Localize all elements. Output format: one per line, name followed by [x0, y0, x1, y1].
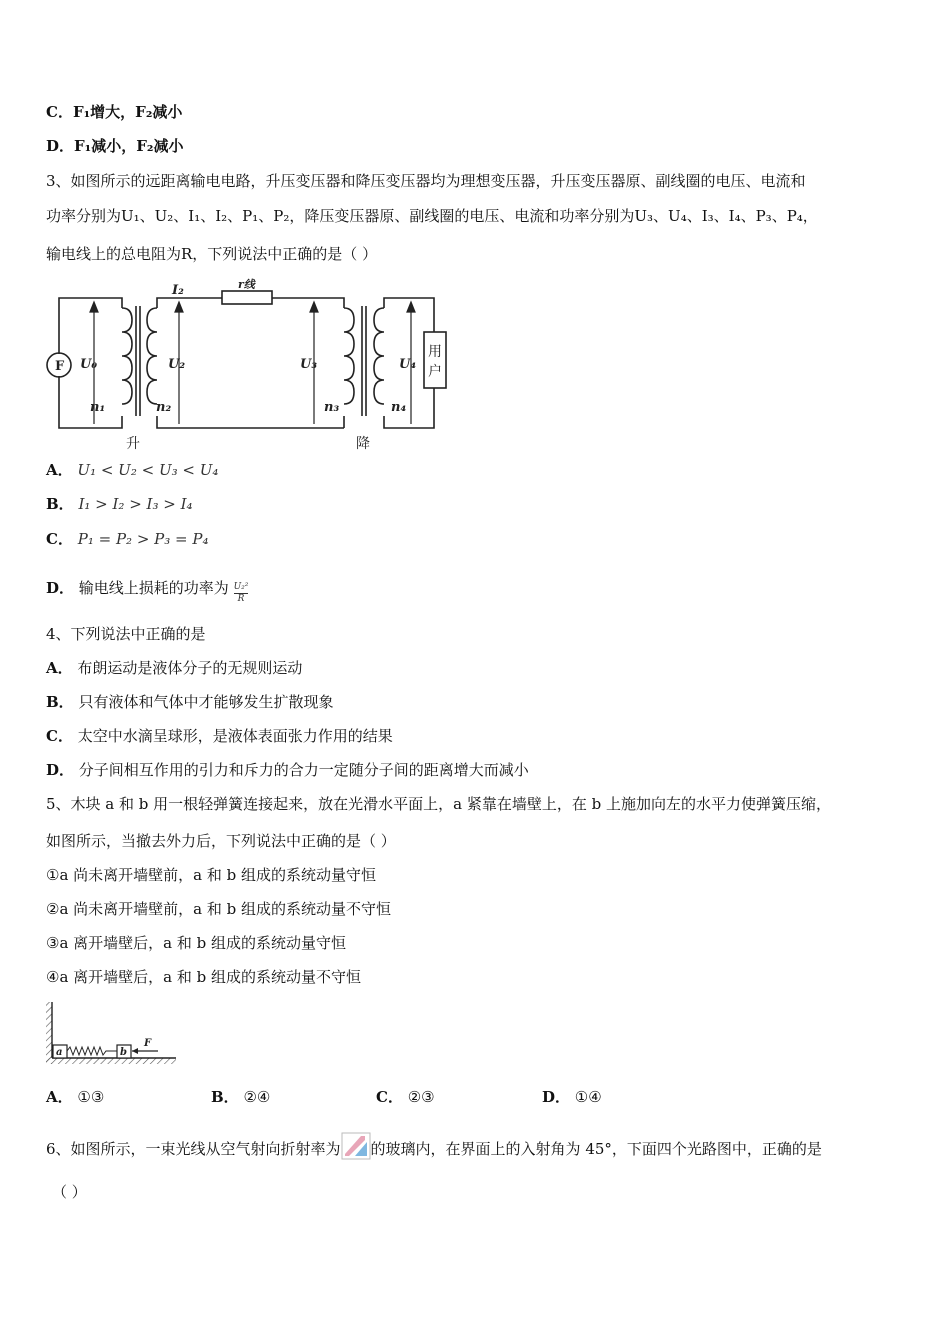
force-F-label: F — [144, 1038, 152, 1049]
label-r-line: r线 — [238, 278, 255, 291]
power-loss-fraction: $\frac{\text{U₂²}}{R}$ — [233, 582, 249, 604]
q5-option-b: B． ②④ — [211, 1088, 271, 1106]
label-n3: n₃ — [324, 400, 340, 415]
q4-option-d: D． 分子间相互作用的引力和斥力的合力一定随分子间的距离增大而减小 — [46, 761, 529, 779]
q3-stem-line2: 功率分别为U₁、U₂、I₁、I₂、P₁、P₂，降压变压器原、副线圈的电压、电流和功率分别为U₃、U₄、I₃、I₄、P₃、P₄， — [46, 207, 818, 225]
label-U2: U₂ — [168, 357, 186, 372]
q4-option-c: C． 太空中水滴呈球形，是液体表面张力作用的结果 — [46, 727, 393, 745]
block-b-label: b — [120, 1047, 127, 1058]
q2-option-d: D．F₁减小，F₂减小 — [46, 137, 184, 155]
label-step-up: 升 — [126, 436, 140, 452]
generator-label: F — [55, 359, 65, 374]
q3-stem-line1: 3、如图所示的远距离输电电路，升压变压器和降压变压器均为理想变压器，升压变压器原、副线圈的电压、电流和 — [46, 172, 806, 190]
label-U0: U₀ — [80, 357, 98, 372]
q3-option-c: C． P₁ = P₂ > P₃ = P₄ — [46, 530, 209, 548]
q6-stem-line2: （ ） — [52, 1183, 87, 1201]
q3-option-d: D． 输电线上损耗的功率为 $\frac{\text{U₂²}}{R}$ — [46, 579, 249, 604]
label-U4: U₄ — [399, 357, 417, 372]
block-a-label: a — [56, 1047, 63, 1058]
q5-option-d: D． ①④ — [542, 1088, 602, 1106]
q5-statement-3: ③a 离开墙壁后，a 和 b 组成的系统动量守恒 — [46, 934, 347, 952]
label-I2: I₂ — [172, 283, 184, 298]
q5-statement-1: ①a 尚未离开墙壁前，a 和 b 组成的系统动量守恒 — [46, 866, 377, 884]
label-user-2: 户 — [428, 364, 442, 380]
q4-stem: 4、下列说法中正确的是 — [46, 625, 206, 643]
q5-statement-4: ④a 离开墙壁后，a 和 b 组成的系统动量不守恒 — [46, 968, 362, 986]
label-U3: U₃ — [300, 357, 318, 372]
label-user-1: 用 — [428, 344, 442, 360]
q5-stem-line2: 如图所示，当撤去外力后，下列说法中正确的是（ ） — [46, 832, 396, 850]
q4-option-a: A． 布朗运动是液体分子的无规则运动 — [46, 659, 303, 677]
q2-option-c: C．F₁增大，F₂减小 — [46, 103, 183, 121]
q5-option-c: C． ②③ — [376, 1088, 435, 1106]
q6-stem-line1: 6、如图所示，一束光线从空气射向折射率为 的玻璃内，在界面上的入射角为 45°，下面四个光路图中，正确的是 — [46, 1132, 822, 1159]
q5-statement-2: ②a 尚未离开墙壁前，a 和 b 组成的系统动量不守恒 — [46, 900, 392, 918]
transmission-circuit-figure — [44, 276, 454, 454]
broken-image-icon — [341, 1132, 371, 1158]
label-step-down: 降 — [356, 436, 370, 452]
spring-blocks-figure — [44, 1000, 180, 1068]
label-n2: n₂ — [156, 400, 172, 415]
q4-option-b: B． 只有液体和气体中才能够发生扩散现象 — [46, 693, 334, 711]
q5-stem-line1: 5、木块 a 和 b 用一根轻弹簧连接起来，放在光滑水平面上，a 紧靠在墙壁上，在 b 上施加向左的水平力使弹簧压缩， — [46, 795, 832, 813]
q5-option-a: A． ①③ — [46, 1088, 105, 1106]
q3-option-b: B． I₁ > I₂ > I₃ > I₄ — [46, 495, 193, 513]
label-n1: n₁ — [90, 400, 106, 415]
q3-option-a: A． U₁ < U₂ < U₃ < U₄ — [46, 461, 219, 479]
q3-stem-line3: 输电线上的总电阻为R，下列说法中正确的是（ ） — [46, 245, 378, 263]
label-n4: n₄ — [391, 400, 407, 415]
